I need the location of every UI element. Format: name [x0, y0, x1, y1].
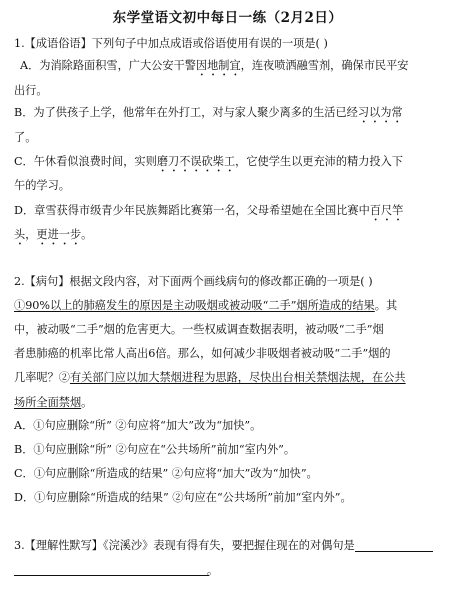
q2-sentence-2: 有关部门应以加大禁烟进程为思路，尽快出台相关禁烟法规，在公共	[69, 371, 406, 384]
q1-a-idiom: 因地制宜	[195, 59, 241, 72]
q1-option-b-line1	[14, 105, 403, 126]
q1-option-d-line2	[14, 227, 92, 248]
q2-option-d: D．①句应删除“所造成的结果” ②句应在“公共场所”前加“室内外”。	[14, 491, 352, 504]
q3-end-mark: 。	[207, 564, 219, 577]
page-title: 东学堂语文初中每日一练（2月2日）	[112, 10, 343, 26]
q1-b-idiom: 习以为常	[357, 106, 403, 119]
answer-blank-1[interactable]	[355, 551, 433, 552]
q1-option-d-line1	[14, 203, 403, 224]
q2-sentence-1: ①90%以上的肺癌发生的原因是主动吸烟或被动吸“二手”烟所造成的结果	[14, 299, 375, 312]
question-2-header: 2.【病句】根据文段内容，对下面两个画线病句的修改都正确的一项是( )	[14, 275, 373, 288]
q2-option-a: A．①句应删除“所” ②句应将“加大”改为“加快”。	[14, 419, 262, 432]
q2-passage-line5	[14, 395, 92, 411]
question-3-header: 3.【理解性默写】《浣溪沙》表现有得有失，要把握住现在的对偶句是	[14, 539, 355, 552]
q1-d-idiom-cont: 头，更进一步	[14, 228, 82, 241]
q2-passage-line2: 中，被动吸“二手”烟的危害更大。一些权威调查数据表明，被动吸“二手”烟	[14, 323, 384, 336]
q2-passage-line1	[14, 298, 397, 314]
q2-p4-pre: 几率呢？②	[14, 371, 70, 384]
q1-a-text-post: ，连夜喷洒融雪剂，确保市民平安	[240, 59, 409, 72]
q1-option-a-line1	[20, 58, 409, 79]
q2-passage-line3: 者患肺癌的机率比常人高出6倍。那么，如何减少非吸烟者被动吸“二手”烟的	[14, 347, 391, 360]
q1-a-text: A．为消除路面积雪，广大公安干警	[20, 59, 196, 72]
question-1-header: 1.【成语俗语】下列句子中加点成语或俗语使用有误的一项是( )	[14, 37, 328, 50]
q1-option-c-line2: 午的学习。	[14, 179, 70, 192]
q1-d-idiom: 百尺竿	[369, 204, 404, 217]
q1-option-a-line2: 出行。	[14, 84, 48, 97]
answer-blank-2[interactable]	[14, 575, 209, 576]
q2-passage-line4	[14, 370, 406, 386]
q1-c-text-post: ，它使学生以更充沛的精力投入下	[235, 155, 403, 168]
q2-option-b: B．①句应删除“所” ②句应在“公共场所”前加“室内外”。	[14, 443, 296, 456]
q1-d-end: 。	[81, 228, 93, 241]
q1-c-text: C．午休看似浪费时间，实则	[14, 155, 157, 168]
q2-p5-post: 。	[81, 396, 93, 409]
q2-sentence-2-cont: 场所全面禁烟	[14, 396, 82, 409]
q2-p1-post: 。其	[374, 299, 398, 312]
q1-option-c-line1	[14, 154, 403, 175]
q1-b-text: B．为了供孩子上学，他常年在外打工，对与家人聚少离多的生活已经	[14, 106, 358, 119]
q1-option-b-line2: 了。	[14, 131, 37, 144]
q1-c-idiom: 磨刀不误砍柴工	[156, 155, 236, 168]
q1-d-text: D．章雪获得市级青少年民族舞蹈比赛第一名，父母希望她在全国比赛中	[14, 204, 370, 217]
q2-option-c: C．①句应删除“所造成的结果” ②句应将“加大”改为“加快”。	[14, 467, 318, 480]
